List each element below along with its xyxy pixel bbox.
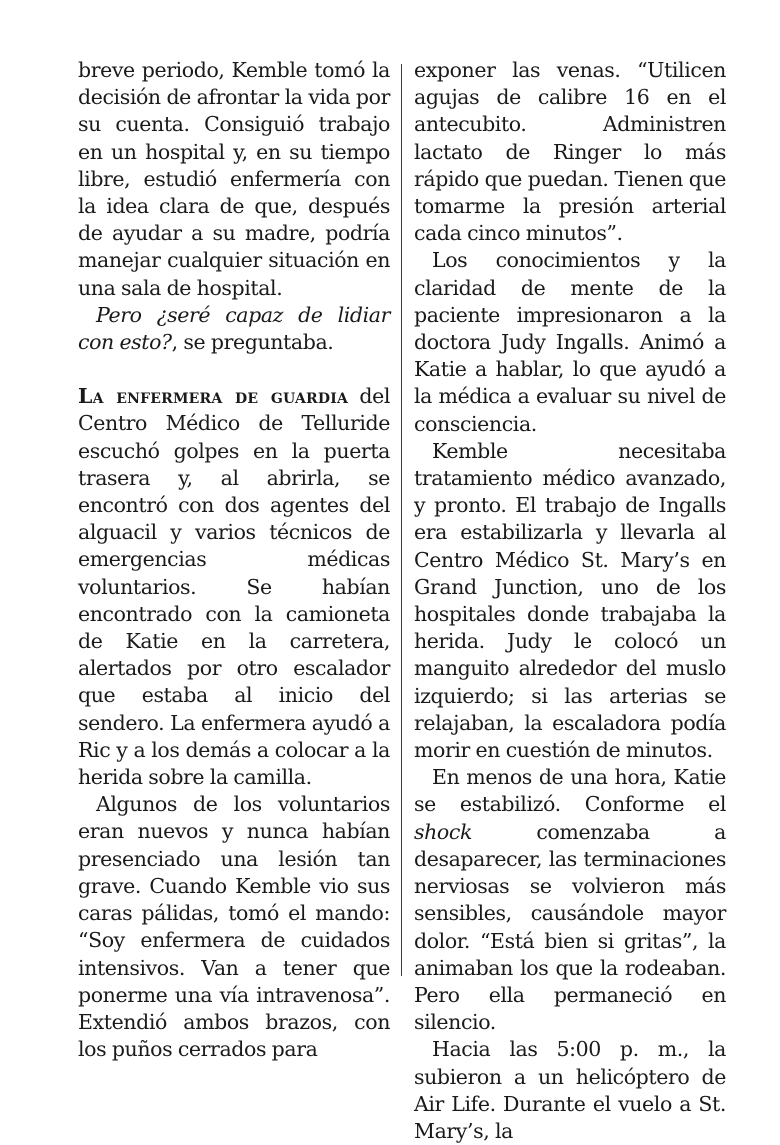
paragraph-text: Hacia las 5:00 p. m., la subieron a un helicóptero de Air Life. Durante el vuelo a St. Mary’s, la	[414, 1037, 726, 1143]
paragraph-text: del Centro Médico de Telluride escuchó golpes en la puerta trasera y, al abrirla, se encontró con dos agentes del alguacil y varios técnicos de emergencias médicas voluntarios. Se habían encontrado con la camioneta de Katie en la carretera, alertados por otro escalador que estaba al inicio del sendero. La enfermera ayudó a Ric y a los demás a colocar a la herida sobre la camilla.	[78, 384, 390, 790]
paragraph	[414, 57, 726, 247]
paragraph-text: , se preguntaba.	[171, 330, 334, 355]
paragraph	[414, 1036, 726, 1145]
paragraph	[414, 247, 726, 437]
paragraph-text: comenzaba a desaparecer, las terminaciones nerviosas se volvieron más sensibles, causándole mayor dolor. “Está bien si gritas”, la animaban los que la rodeaban. Pero ella permaneció en silencio.	[414, 819, 726, 1035]
paragraph	[78, 791, 390, 1063]
right-column	[414, 57, 726, 1145]
paragraph-text: exponer las venas. “Utilicen agujas de calibre 16 en el antecubito. Administren lactato de Ringer lo más rápido que puedan. Tienen que tomarme la presión arterial cada cinco minutos”.	[414, 58, 726, 246]
left-column	[78, 57, 390, 1063]
italic-text: shock	[414, 819, 472, 844]
paragraph-text: En menos de una hora, Katie se estabilizó. Conforme el	[414, 765, 726, 817]
paragraph	[78, 302, 390, 356]
paragraph	[414, 764, 726, 1036]
section-break	[78, 356, 390, 383]
italic-text: Pero ¿seré capaz de lidiar con esto?	[78, 302, 390, 355]
section-lead-in: La enfermera de guardia	[78, 384, 349, 409]
paragraph-text: Kemble necesitaba tratamiento médico avanzado, y pronto. El trabajo de Ingalls era estabilizarla y llevarla al Centro Médico St. Mary’s en Grand Junction, uno de los hospitales donde trabajaba la herida. Judy le colocó un manguito alrededor del muslo izquierdo; si las arterias se relajaban, la escaladora podía morir en cuestión de minutos.	[414, 438, 726, 763]
paragraph	[78, 383, 390, 791]
paragraph-text: breve periodo, Kemble tomó la decisión de afrontar la vida por su cuenta. Consiguió trabajo en un hospital y, en su tiempo libre, estudió enfermería con la idea clara de que, después de ayudar a su madre, podría manejar cualquier situación en una sala de hospital.	[78, 58, 390, 300]
paragraph	[414, 438, 726, 764]
paragraph-text: Los conocimientos y la claridad de mente de la paciente impresionaron a la doctora Judy Ingalls. Animó a Katie a hablar, lo que ayudó a la médica a evaluar su nivel de consciencia.	[414, 248, 726, 436]
paragraph	[78, 57, 390, 302]
column-divider	[401, 64, 402, 976]
paragraph-text: Algunos de los voluntarios eran nuevos y nunca habían presenciado una lesión tan grave. Cuando Kemble vio sus caras pálidas, tomó el mando: “Soy enfermera de cuidados intensivos. Van a tener que ponerme una vía intravenosa”. Extendió ambos brazos, con los puños cerrados para	[78, 792, 390, 1062]
